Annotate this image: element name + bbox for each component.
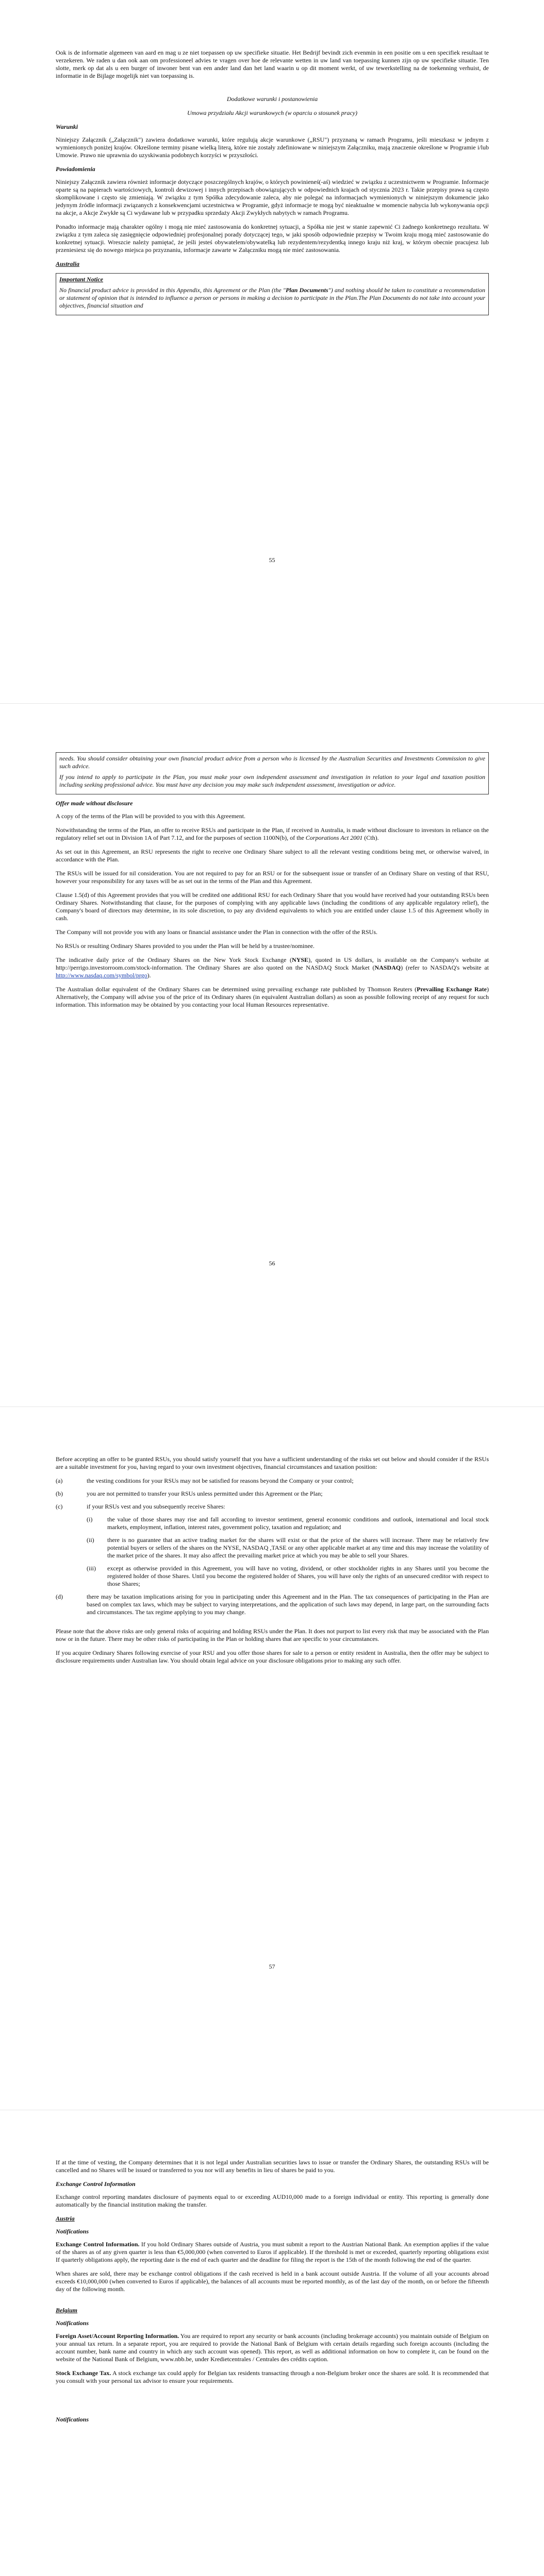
vesting-legality-paragraph: If at the time of vesting, the Company determines that it is not legal under Australian securities laws to issue or transfer the Ordinary Shares, the outstanding RSUs will be cancelled and no Shares will be issued or transferred to you nor will any benefits in lieu of shares be paid to you.: [56, 2159, 489, 2174]
document-page-55: [0, 0, 544, 703]
australia-heading: Australia: [56, 260, 80, 267]
dutch-intro-paragraph: Ook is de informatie algemeen van aard en mag u ze niet toepassen op uw specifieke situatie. Het Bedrijf bevindt zich evenmin in een positie om u een specifiek resultaat te verzekeren. We raden u dan ook aan om professioneel advies te vragen over hoe de relevante wetten in uw land van toepassing kunnen zijn op uw specifieke situatie. Ten slotte, merk op dat als u een burger of inwoner bent van een ander land dan het land waarin u op dit moment werkt, of uw tewerkstelling na de toekenning verhuist, de informatie in de Bijlage mogelijk niet van toepassing is.: [56, 49, 489, 79]
sub-list-label: (ii): [87, 1536, 94, 1544]
offer-paragraph-1: A copy of the terms of the Plan will be provided to you with this Agreement.: [56, 812, 245, 820]
document-page-56: [0, 703, 544, 1406]
text-part: ), quoted in US dollars, is available on the Company's website at http://perrigo.investorroom.com/stock-information. The Ordinary Shares are also quoted on the NASDAQ Stock Market (: [56, 956, 489, 971]
list-item: [56, 1490, 489, 1498]
plan-documents-term: Plan Documents: [285, 286, 328, 294]
powiadomienia-paragraph-2: Ponadto informacje mają charakter ogólny i mogą nie mieć zastosowania do konkretnej sytuacji, a Spółka nie jest w stanie zapewnić Ci żadnego konkretnego rezultatu. W związku z tym zaleca się zasięgnięcie odpowiedniej profesjonalnej porady dotyczącej tego, w jaki sposób odpowiednie przepisy w Twoim kraju mogą mieć zastosowanie do konkretnej sytuacji. Wreszcie należy pamiętać, że jeśli jesteś obywatelem/obywatelką lub rezydentem/rezydentką innego kraju niż kraj, w którym obecnie pracujesz lub przeniesiesz się do nowego miejsca po przyznaniu, informacje zawarte w Załączniku mogą nie mieć zastosowania.: [56, 223, 489, 253]
warunki-heading: Warunki: [56, 123, 78, 130]
text-part: The Australian dollar equivalent of the Ordinary Shares can be determined using prevailing exchange rate published by Thomson Reuters (: [56, 986, 417, 993]
disclosure-paragraph: If you acquire Ordinary Shares following exercise of your RSU and you offer those shares for sale to a person or entity resident in Australia, then the offer may be subject to disclosure requirements under Australian law. You should obtain legal advice on your disclosure obligations prior to making any such offer.: [56, 1649, 489, 1664]
belgium-paragraph-1: [56, 2332, 489, 2363]
sub-list-text: except as otherwise provided in this Agreement, you will have no voting, dividend, or other stockholder rights in any Shares until you become the registered holder of those Shares. Until you become the registered holder of Shares, you will have only the rights of an unsecured creditor with respect to those Shares;: [107, 1565, 489, 1587]
text-part: If you hold Ordinary Shares outside of Austria, you must submit a report to the Austrian National Bank. An exemption applies if the value of the shares as of any given quarter is less than €5,000,000 (when converted to Euros if applicable). If the threshold is met or exceeded, quarterly reporting obligations exist If quarterly obligations apply, the reporting date is the end of each quarter and the deadline for filing the report is the 15th of the month following the end of the quarter.: [56, 2241, 489, 2263]
sub-list-label: (iii): [87, 1565, 96, 1572]
text-part: (Cth).: [362, 834, 379, 841]
exchange-control-paragraph: Exchange control reporting mandates disclosure of payments equal to or exceeding AUD10,000 made to a foreign individual or entity. This reporting is generally done automatically by the financial institution making the transfer.: [56, 2193, 489, 2208]
general-risks-paragraph: Please note that the above risks are only general risks of acquiring and holding RSUs under the Plan. It does not purport to list every risk that may be associated with the Plan now or in the future. There may be other risks of participating in the Plan or holding shares that are specific to your circumstances.: [56, 1628, 489, 1642]
notice-continued-text-2: If you intend to apply to participate in the Plan, you must make your own independent assessment and investigation in relation to your legal and taxation position including seeking professional advice. You must have any decision you may make such independent assessment, investigation or advice.: [59, 773, 485, 788]
sub-list-label: (i): [87, 1516, 93, 1523]
text-part: The indicative daily price of the Ordinary Shares on the New York Stock Exchange (: [56, 956, 292, 963]
notice-text-part: ") and nothing should be taken to constitute a recommendation or statement of opinion that is intended to influence a person or persons in making a decision to participate in the Plan.The Plan Documents do not take into account your objectives, financial situation and: [59, 286, 485, 309]
notice-text-part: No financial product advice is provided in this Appendix, this Agreement or the Plan (the ": [59, 286, 286, 294]
sub-list-item: [87, 1565, 489, 1588]
important-notice-text: [59, 286, 485, 310]
term-label: Stock Exchange Tax.: [56, 2369, 111, 2377]
page-55-content: [56, 49, 489, 315]
nasdaq-link[interactable]: http://www.nasdaq.com/symbol/prgo: [56, 972, 147, 979]
page-57-content: [56, 1455, 489, 1671]
term-label: Exchange Control Information.: [56, 2241, 140, 2248]
text-part: ).: [147, 972, 151, 979]
important-notice-box-continued: [56, 752, 489, 794]
offer-paragraph-5: Clause 1.5(d) of this Agreement provides that you will be credited one additional RSU for each Ordinary Share that you would have received had your outstanding RSUs been Ordinary Shares. Notwithstanding that clause, for the purposes of complying with any applicable laws (including the conditions of any applicable regulatory relief), the Company's board of directors may determine, in its sole discretion, to pay any dividend equivalents to which you are entitled under clause 1.5 of this Agreement wholly in cash.: [56, 891, 489, 922]
offer-paragraph-2: [56, 826, 489, 842]
exchange-control-heading: Exchange Control Information: [56, 2180, 136, 2188]
risk-intro-paragraph: Before accepting an offer to be granted RSUs, you should satisfy yourself that you have a sufficient understanding of the risks set out below and should consider if the RSUs are a suitable investment for you, having regard to your own investment objectives, financial circumstances and taxation position:: [56, 1455, 489, 1470]
austria-paragraph-2: When shares are sold, there may be exchange control obligations if the cash received is held in a bank account outside Austria. If the volume of all your accounts abroad exceeds €10,000,000 (when converted to Euros if applicable), the balances of all accounts must be reported monthly, as of the last day of the month, on or before the fifteenth day of the following month.: [56, 2270, 489, 2293]
important-notice-box: [56, 273, 489, 315]
offer-paragraph-9: [56, 986, 489, 1009]
sub-list-text: there is no guarantee that an active trading market for the shares will exist or that the price of the shares will increase. There may be relatively few potential buyers or sellers of the shares on the NYSE, NASDAQ ,TASE or any other applicable market at any time and this may increase the volatility of the market price of the shares. It may also affect the prevailing market price at which you may be able to sell your Shares.: [107, 1536, 489, 1559]
text-part: Notwithstanding the terms of the Plan, an offer to receive RSUs and participate in the Plan, if received in Australia, is made without disclosure to investors in reliance on the regulatory relief set out in Division 1A of Part 7.12, and for the purposes of section 1100N(b), of the: [56, 826, 489, 841]
document-page-57: [0, 1406, 544, 2110]
list-label: (c): [56, 1503, 63, 1510]
list-item: [56, 1477, 489, 1485]
polish-section-subtitle: Umowa przydziału Akcji warunkowych (w oparciu o stosunek pracy): [187, 109, 357, 116]
notice-continued-text: needs. You should consider obtaining your own financial product advice from a person who is licensed by the Australian Securities and Investments Commission to give such advice.: [59, 755, 485, 770]
exchange-rate-term: Prevailing Exchange Rate: [417, 986, 487, 993]
list-text: you are not permitted to transfer your RSUs unless permitted under this Agreement or the Plan;: [87, 1490, 323, 1497]
offer-paragraph-6: The Company will not provide you with any loans or financial assistance under the Plan in connection with the offer of the RSUs.: [56, 928, 377, 936]
sub-list-text: the value of those shares may rise and fall according to investor sentiment, general economic conditions and outlook, international and local stock markets, employment, inflation, interest rates, government policy, taxation and regulation; and: [107, 1516, 489, 1531]
austria-paragraph-1: [56, 2241, 489, 2264]
list-item: [56, 1593, 489, 1616]
page-number: 57: [269, 1963, 275, 1970]
offer-paragraph-8: [56, 956, 489, 979]
page-number: 56: [269, 1260, 275, 1267]
sub-list-item: [87, 1536, 489, 1560]
belgium-notifications-heading: Notifications: [56, 2319, 89, 2327]
list-label: (d): [56, 1593, 63, 1600]
notifications-heading: Notifications: [56, 2416, 89, 2423]
sub-list-item: [87, 1516, 489, 1531]
belgium-heading: Belgium: [56, 2307, 78, 2314]
polish-section-title: Dodatkowe warunki i postanowienia: [226, 95, 318, 103]
term-label: Foreign Asset/Account Reporting Information.: [56, 2332, 179, 2340]
nyse-term: NYSE: [292, 956, 309, 963]
text-part: ) Alternatively, the Company will advise you of the price of its Ordinary shares (in equivalent Australian dollars) as soon as possible following receipt of any request for such information. This information may be obtained by you contacting your local Human Resources representative.: [56, 986, 489, 1008]
page-56-content: [56, 752, 489, 1015]
text-part: You are required to report any security or bank accounts (including brokerage accounts) you maintain outside of Belgium on your annual tax return. In a separate report, you are required to provide the National Bank of Belgium with certain details regarding such foreign accounts (including the account number, bank name and country in which any such account was opened). This report, as well as additional information on how to complete it, can be found on the website of the National Bank of Belgium, www.nbb.be, under Kredietcentrales / Centrales des crédits caption.: [56, 2332, 489, 2363]
list-text: if your RSUs vest and you subsequently receive Shares:: [87, 1503, 225, 1510]
document-page-58: [0, 2110, 544, 2576]
text-part: ) (refer to NASDAQ's website at: [401, 964, 489, 971]
offer-paragraph-4: The RSUs will be issued for nil consideration. You are not required to pay for an RSU or for the subsequent issue or transfer of an Ordinary Share on vesting of that RSU, however your responsibility for any taxes will be as set out in the terms of the Plan and this Agreement.: [56, 870, 489, 885]
offer-heading: Offer made without disclosure: [56, 800, 133, 807]
belgium-paragraph-2: [56, 2369, 489, 2385]
austria-notifications-heading: Notifications: [56, 2228, 89, 2235]
text-part: A stock exchange tax could apply for Belgian tax residents transacting through a non-Belgium broker once the shares are sold. It is recommended that you consult with your personal tax advisor to ensure your requirements.: [56, 2369, 489, 2384]
list-text: the vesting conditions for your RSUs may not be satisfied for reasons beyond the Company or your control;: [87, 1477, 354, 1484]
act-name: Corporations Act 2001: [305, 834, 363, 841]
list-text: there may be taxation implications arising for you in participating under this Agreement and in the Plan. The tax consequences of participating in the Plan are based on complex tax laws, which may be subject to varying interpretations, and the application of such laws may depend, in large part, on the surrounding facts and circumstances. The tax regime applying to you may change.: [87, 1593, 489, 1616]
warunki-paragraph: Niniejszy Załącznik („Załącznik") zawiera dodatkowe warunki, które regulują akcje warunkowe („RSU") przyznaną w ramach Programu, jeśli mieszkasz w jednym z wymienionych poniżej krajów. Określone terminy pisane wielką literą, które nie zostały zdefiniowane w niniejszym Załączniku, mają znaczenie określone w Programie i/lub Umowie. Prawo nie uprawnia do uzyskiwania podobnych korzyści w przyszłości.: [56, 136, 489, 159]
austria-heading: Austria: [56, 2215, 75, 2222]
offer-paragraph-3: As set out in this Agreement, an RSU represents the right to receive one Ordinary Share subject to all the relevant vesting conditions being met, or otherwise waived, in accordance with the Plan.: [56, 848, 489, 863]
nasdaq-term: NASDAQ: [374, 964, 401, 971]
list-label: (a): [56, 1477, 63, 1484]
list-item: [56, 1503, 489, 1511]
list-label: (b): [56, 1490, 63, 1497]
page-number: 55: [269, 556, 275, 564]
page-58-content: [56, 2159, 489, 2429]
powiadomienia-paragraph-1: Niniejszy Załącznik zawiera również informacje dotyczące poszczególnych krajów, o których powinieneś(-aś) wiedzieć w związku z uczestnictwem w Programie. Informacje oparte są na papierach wartościowych, kontroli dewizowej i innych przepisach obowiązujących w odpowiednich krajach od stycznia 2023 r. Takie przepisy prawa są często skomplikowane i często się zmieniają. W związku z tym Spółka zdecydowanie zaleca, aby nie polegać na informacjach wymienionych w niniejszym dokumencie jako jedynym źródle informacji związanych z konsekwencjami uczestnictwa w Programie, gdyż informacje te mogą być nieaktualne w momencie nabycia lub wykonywania opcji na akcje, a Akcje Zwykłe są Ci wydawane lub w przypadku sprzedaży Akcji Zwykłych nabytych w ramach Programu.: [56, 178, 489, 216]
offer-paragraph-7: No RSUs or resulting Ordinary Shares provided to you under the Plan will be held by a trustee/nominee.: [56, 942, 315, 950]
important-notice-title: Important Notice: [59, 276, 104, 283]
powiadomienia-heading: Powiadomienia: [56, 165, 95, 173]
